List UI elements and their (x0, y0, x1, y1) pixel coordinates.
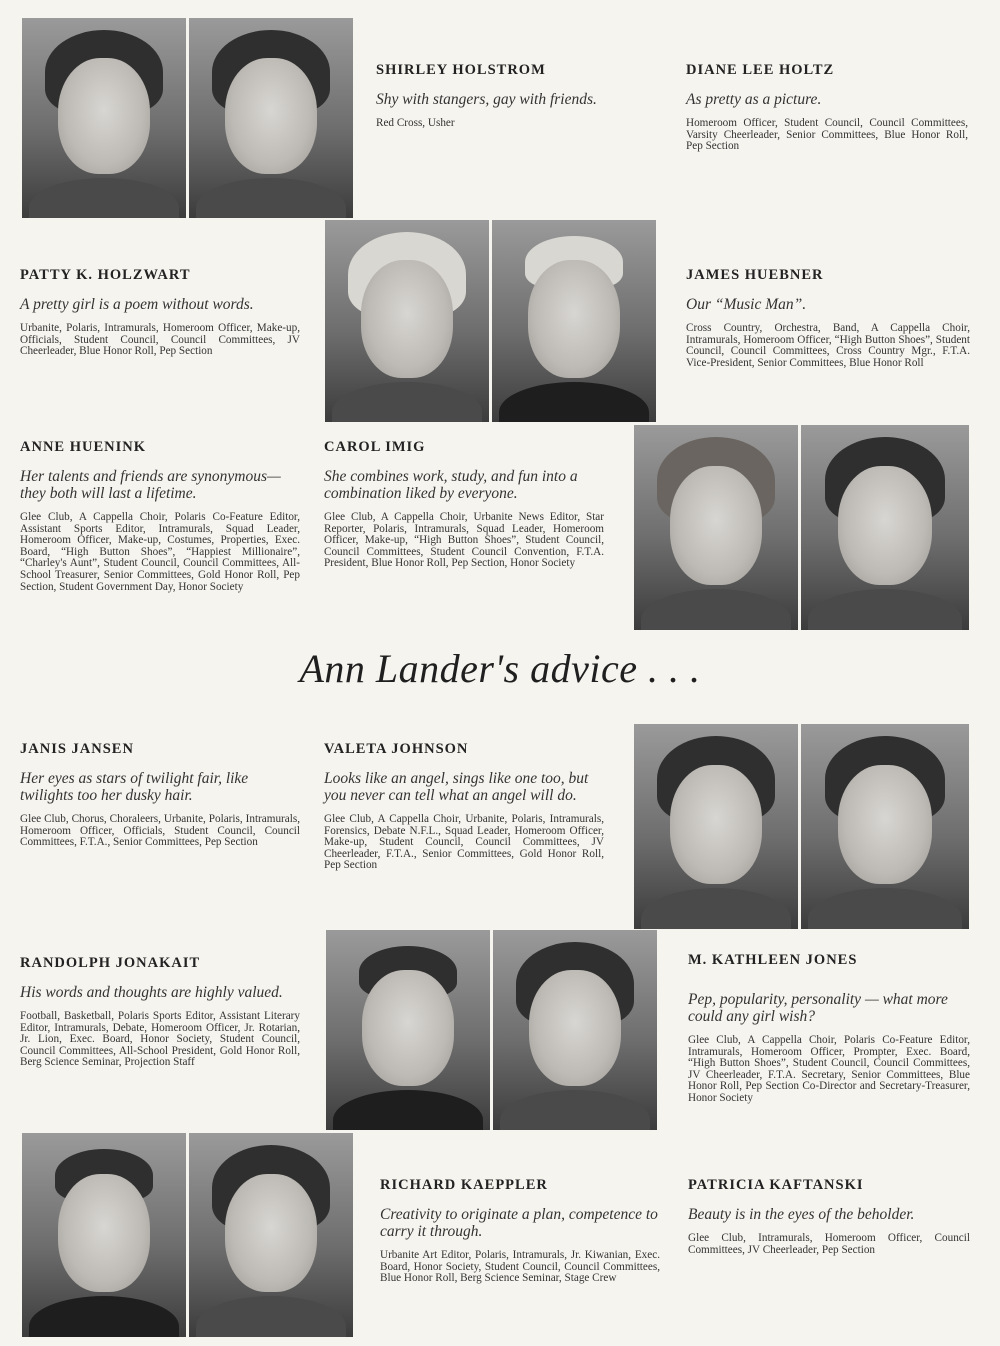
senior-name: PATTY K. HOLZWART (20, 267, 191, 283)
portrait-anne-huenink (634, 425, 798, 630)
senior-name: ANNE HUENINK (20, 439, 146, 455)
senior-activities: Glee Club, A Cappella Choir, Polaris Co-Feature Editor, Intramurals, Homeroom Officer, Prompter, Exec. Board, “High Button Shoes”, Student Council, Council Committees, JV Cheerleader, F.T.A. Secretary, Senior Committees, Blue Honor Roll, Pep Section Co-Director and Secretary-Treasurer, Honor Society (688, 1034, 970, 1104)
senior-activities: Glee Club, Chorus, Choraleers, Urbanite, Polaris, Intramurals, Homeroom Officer, Officials, Student Council, Council Committees, F.T.A., Senior Committees, Pep Section (20, 813, 300, 849)
senior-activities: Glee Club, Intramurals, Homeroom Officer, Council Committees, JV Cheerleader, Pep Section (688, 1232, 970, 1256)
senior-quote: Her eyes as stars of twilight fair, like twilights too her dusky hair. (20, 770, 249, 804)
senior-quote: A pretty girl is a poem without words. (20, 296, 254, 313)
senior-entry (20, 741, 300, 849)
senior-activities: Glee Club, A Cappella Choir, Urbanite News Editor, Star Reporter, Polaris, Intramurals, Squad Leader, Homeroom Officer, Make-up, “High Button Shoes”, Student Council, Council Committees, Student Council Convention, F.T.A. President, Blue Honor Roll, Pep Section, Honor Society (324, 511, 604, 570)
senior-entry (324, 741, 604, 872)
senior-activities: Urbanite Art Editor, Polaris, Intramurals, Jr. Kiwanian, Exec. Board, Honor Society, Student Council, Council Committees, Blue Honor Roll, Berg Science Seminar, Stage Crew (380, 1249, 660, 1285)
portrait-richard-kaeppler (22, 1133, 186, 1337)
senior-activities: Red Cross, Usher (376, 117, 455, 129)
portrait-randolph-jonakait (326, 930, 490, 1130)
senior-entry (324, 439, 604, 570)
senior-name: DIANE LEE HOLTZ (686, 62, 835, 78)
senior-quote: Her talents and friends are synonymous—they both will last a lifetime. (20, 468, 281, 502)
senior-name: CAROL IMIG (324, 439, 426, 455)
senior-activities: Urbanite, Polaris, Intramurals, Homeroom Officer, Make-up, Officials, Student Council, Council Committees, JV Cheerleader, Blue Honor Roll, Pep Section (20, 322, 300, 358)
senior-name: M. KATHLEEN JONES (688, 952, 858, 968)
senior-name: JAMES HUEBNER (686, 267, 824, 283)
senior-entry (380, 1177, 660, 1285)
senior-entry (688, 952, 970, 1105)
senior-name: SHIRLEY HOLSTROM (376, 62, 546, 78)
senior-activities: Cross Country, Orchestra, Band, A Cappella Choir, Intramurals, Homeroom Officer, “High Button Shoes”, Student Council, Council Committees, Cross Country Mgr., F.T.A. Vice-President, Senior Committees, Blue Honor Roll (686, 322, 970, 369)
portrait-diane-lee-holtz (189, 18, 353, 218)
senior-entry (686, 62, 968, 153)
senior-name: RICHARD KAEPPLER (380, 1177, 548, 1193)
portrait-james-huebner (492, 220, 656, 422)
senior-activities: Football, Basketball, Polaris Sports Editor, Assistant Literary Editor, Intramurals, Debate, Homeroom Officer, Jr. Rotarian, Jr. Lion, Exec. Board, Honor Society, Student Council, Council Committees, All-School President, Gold Honor Roll, Berg Science Seminar, Projection Staff (20, 1010, 300, 1069)
portrait-patty-holzwart (325, 220, 489, 422)
senior-name: PATRICIA KAFTANSKI (688, 1177, 864, 1193)
senior-quote: Looks like an angel, sings like one too, but you never can tell what an angel will do. (324, 770, 589, 804)
portrait-m-kathleen-jones (493, 930, 657, 1130)
senior-quote: Our “Music Man”. (686, 296, 807, 313)
senior-activities: Homeroom Officer, Student Council, Council Committees, Varsity Cheerleader, Senior Committees, Blue Honor Roll, Pep Section (686, 117, 968, 153)
senior-quote: His words and thoughts are highly valued. (20, 984, 283, 1001)
senior-entry (20, 439, 300, 593)
portrait-valeta-johnson (801, 724, 969, 929)
senior-name: VALETA JOHNSON (324, 741, 469, 757)
senior-quote: She combines work, study, and fun into a combination liked by everyone. (324, 468, 578, 502)
senior-quote: Pep, popularity, personality — what more could any girl wish? (688, 991, 948, 1025)
senior-quote: As pretty as a picture. (686, 91, 822, 108)
senior-name: RANDOLPH JONAKAIT (20, 955, 201, 971)
portrait-shirley-holstrom (22, 18, 186, 218)
page-headline: Ann Lander's advice . . . (299, 646, 701, 691)
senior-entry (20, 267, 300, 358)
portrait-carol-imig (801, 425, 969, 630)
senior-name: JANIS JANSEN (20, 741, 134, 757)
portrait-patricia-kaftanski (189, 1133, 353, 1337)
senior-quote: Shy with stangers, gay with friends. (376, 91, 597, 108)
senior-activities: Glee Club, A Cappella Choir, Urbanite, Polaris, Intramurals, Forensics, Debate N.F.L., Squad Leader, Homeroom Officer, Make-up, Student Council, Council Committees, JV Cheerleader, F.T.A., Senior Committees, Gold Honor Roll, Pep Section (324, 813, 604, 872)
senior-activities: Glee Club, A Cappella Choir, Polaris Co-Feature Editor, Assistant Sports Editor, Intramurals, Squad Leader, Homeroom Officer, Make-up, Costumes, Properties, Exec. Board, “High Button Shoes”, “Happiest Millionaire”, “Charley's Aunt”, Student Council, Council Committees, All-School Treasurer, Senior Committees, Gold Honor Roll, Pep Section, Student Government Day, Honor Society (20, 511, 300, 593)
senior-quote: Creativity to originate a plan, competence to carry it through. (380, 1206, 658, 1240)
senior-entry (376, 62, 661, 130)
portrait-janis-jansen (634, 724, 798, 929)
senior-entry (20, 955, 300, 1069)
senior-quote: Beauty is in the eyes of the beholder. (688, 1206, 915, 1223)
senior-entry (688, 1177, 970, 1256)
senior-entry (686, 267, 970, 369)
